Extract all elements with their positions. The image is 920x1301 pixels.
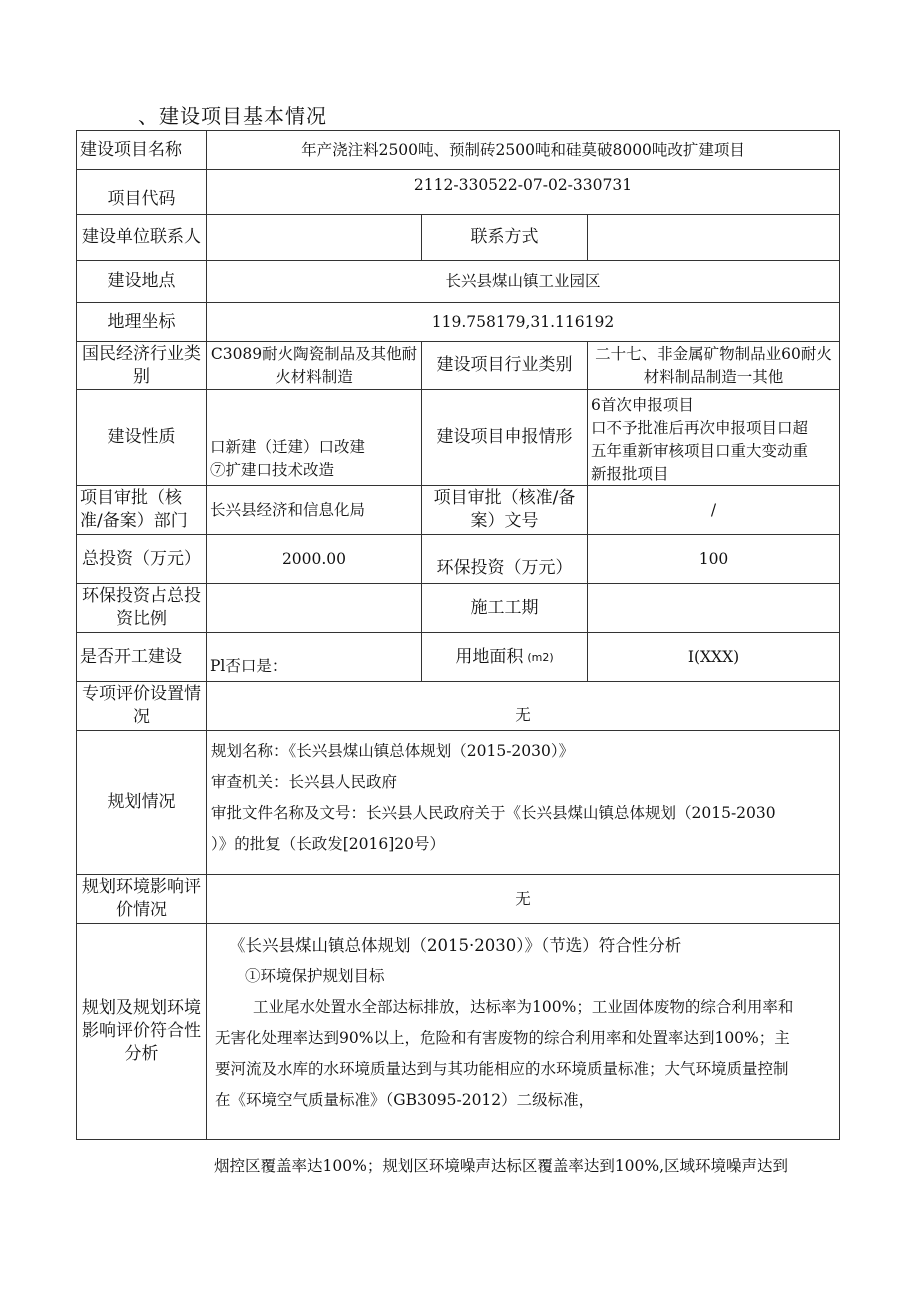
conformity-paragraph-line: 工业尾水处置水全部达标排放，达标率为100%；工业固体废物的综合利用率和 bbox=[253, 998, 794, 1016]
label-project-industry: 建设项目行业类别 bbox=[421, 341, 588, 390]
label-construction-started: 是否开工建设 bbox=[76, 632, 207, 682]
value-land-area: I(XXX) bbox=[587, 632, 840, 682]
value-planning bbox=[206, 730, 840, 875]
value-project-code: 2112-330522-07-02-330731 bbox=[206, 169, 840, 215]
label-contact-person: 建设单位联系人 bbox=[76, 214, 207, 261]
planning-line: 规划名称：《长兴县煤山镇总体规划（2015-2030）》 bbox=[211, 742, 575, 760]
label-contact-method: 联系方式 bbox=[421, 214, 588, 261]
conformity-paragraph-line: 在《环境空气质量标准》（GB3095-2012）二级标准， bbox=[215, 1091, 595, 1109]
value-national-industry: C3089耐火陶瓷制品及其他耐火材料制造 bbox=[206, 341, 422, 390]
value-conformity-analysis bbox=[206, 923, 840, 1140]
label-construction-period: 施工工期 bbox=[421, 583, 588, 633]
label-total-investment: 总投资（万元） bbox=[76, 534, 207, 584]
value-construction-period bbox=[587, 583, 840, 633]
value-declaration-situation bbox=[587, 389, 840, 486]
value-project-name: 年产浇注料2500吨、预制砖2500吨和硅莫破8000吨改扩建项目 bbox=[206, 130, 840, 170]
declaration-line: 新报批项目 bbox=[591, 465, 669, 483]
declaration-line: 五年重新审核项目口重大变动重 bbox=[591, 442, 809, 460]
value-approval-dept: 长兴县经济和信息化局 bbox=[206, 485, 422, 535]
section-title: 、建设项目基本情况 bbox=[138, 104, 327, 128]
value-plan-env-assessment: 无 bbox=[206, 874, 840, 924]
planning-line: ）》的批复（长政发[2016]20号） bbox=[211, 835, 446, 853]
declaration-line: 口不予批准后再次申报项目口超 bbox=[591, 419, 809, 437]
planning-line: 审查机关：长兴县人民政府 bbox=[211, 773, 398, 791]
land-area-label-text: 用地面积 bbox=[455, 646, 524, 667]
label-special-evaluation: 专项评价设置情况 bbox=[76, 681, 207, 731]
label-declaration-situation: 建设项目申报情形 bbox=[421, 389, 588, 486]
planning-line: 审批文件名称及文号：长兴县人民政府关于《长兴县煤山镇总体规划（2015-2030 bbox=[211, 804, 776, 822]
value-special-evaluation: 无 bbox=[206, 681, 840, 731]
project-info-table bbox=[76, 130, 840, 1140]
value-contact-person bbox=[206, 214, 422, 261]
conformity-paragraph-line: 无害化处理率达到90%以上，危险和有害废物的综合利用率和处置率达到100%；主 bbox=[215, 1029, 790, 1047]
label-env-investment-ratio: 环保投资占总投资比例 bbox=[76, 583, 207, 633]
value-total-investment: 2000.00 bbox=[206, 534, 422, 584]
conformity-subheading: ①环境保护规划目标 bbox=[245, 967, 385, 985]
label-approval-doc: 项目审批（核准/备案）文号 bbox=[421, 485, 588, 535]
value-coordinates: 119.758179,31.116192 bbox=[206, 302, 840, 342]
value-project-industry: 二十七、非金属矿物制品业60耐火材料制品制造一其他 bbox=[587, 341, 840, 390]
conformity-paragraph-line: 要河流及水库的水环境质量达到与其功能相应的水环境质量标准；大气环境质量控制 bbox=[215, 1060, 789, 1078]
value-construction-nature bbox=[206, 389, 422, 486]
label-project-name: 建设项目名称 bbox=[76, 130, 207, 170]
label-approval-dept: 项目审批（核准/备案）部门 bbox=[76, 485, 207, 535]
nature-option-line: ⑦扩建口技术改造 bbox=[210, 461, 335, 479]
label-land-area bbox=[421, 632, 588, 682]
conformity-heading: 《长兴县煤山镇总体规划（2015·2030）》（节选）符合性分析 bbox=[229, 936, 682, 955]
nature-option-line: 口新建（迁建）口改建 bbox=[210, 438, 366, 456]
label-coordinates: 地理坐标 bbox=[76, 302, 207, 342]
declaration-line: 6首次申报项目 bbox=[591, 396, 694, 414]
label-project-code: 项目代码 bbox=[76, 169, 207, 215]
value-approval-doc: / bbox=[587, 485, 840, 535]
label-planning: 规划情况 bbox=[76, 730, 207, 875]
continuation-text: 烟控区覆盖率达100%；规划区环境噪声达标区覆盖率达到100%,区域环境噪声达到 bbox=[214, 1157, 789, 1175]
label-env-investment: 环保投资（万元） bbox=[421, 534, 588, 584]
value-contact-method bbox=[587, 214, 840, 261]
value-env-investment: 100 bbox=[587, 534, 840, 584]
land-area-unit: (m2) bbox=[527, 650, 554, 664]
label-conformity-analysis: 规划及规划环境影响评价符合性分析 bbox=[76, 923, 207, 1140]
label-plan-env-assessment: 规划环境影响评价情况 bbox=[76, 874, 207, 924]
value-location: 长兴县煤山镇工业园区 bbox=[206, 260, 840, 303]
label-location: 建设地点 bbox=[76, 260, 207, 303]
value-env-investment-ratio bbox=[206, 583, 422, 633]
label-construction-nature: 建设性质 bbox=[76, 389, 207, 486]
label-national-industry: 国民经济行业类别 bbox=[76, 341, 207, 390]
value-construction-started: Pl否口是： bbox=[206, 632, 422, 682]
